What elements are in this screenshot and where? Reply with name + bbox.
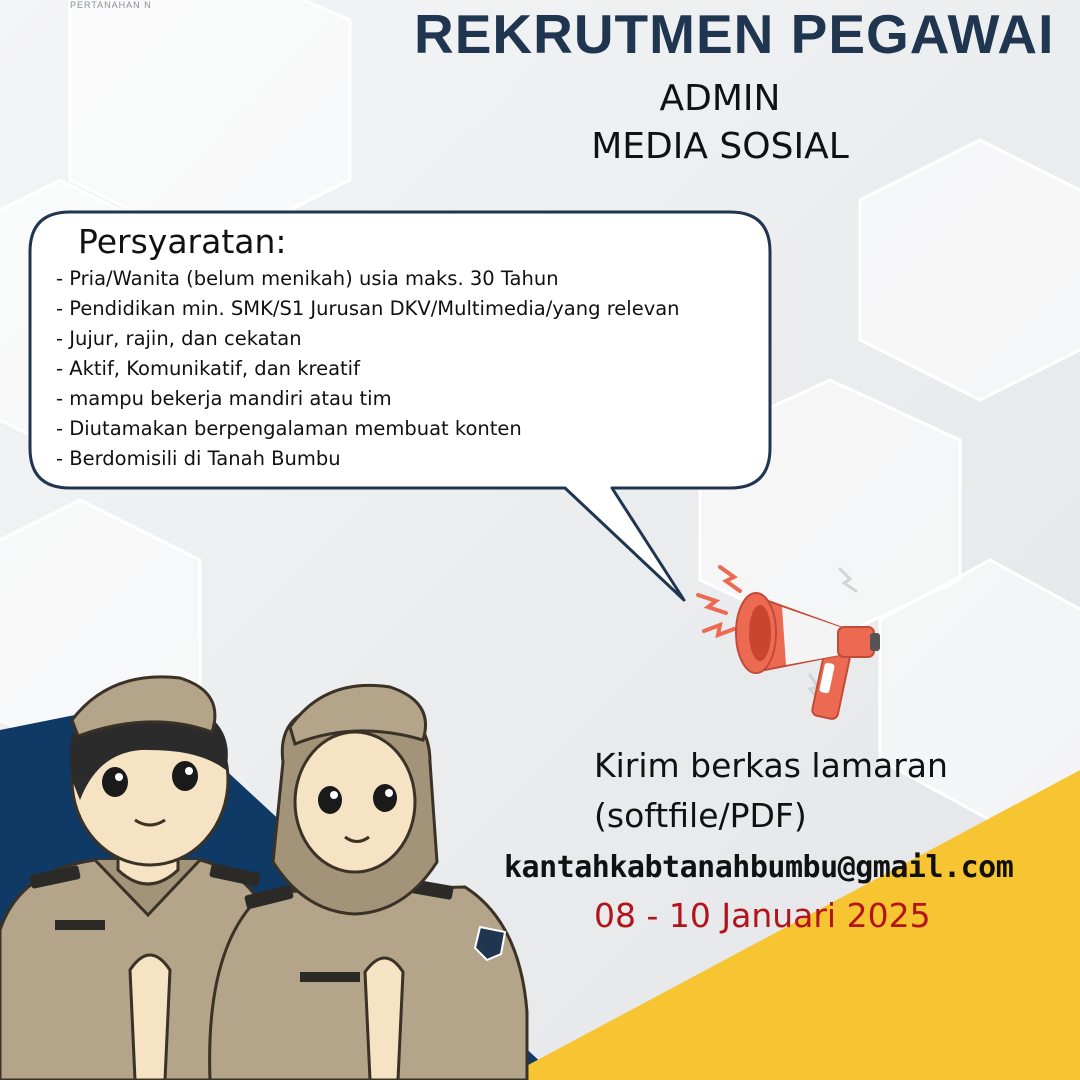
send-instruction-line-2: (softfile/PDF): [594, 796, 807, 835]
requirements-heading: Persyaratan:: [78, 222, 287, 261]
application-email[interactable]: kantahkabtanahbumbu@gmail.com: [504, 850, 1014, 885]
requirement-item: - Diutamakan berpengalaman membuat konten: [56, 414, 680, 444]
requirement-item: - Pendidikan min. SMK/S1 Jurusan DKV/Multimedia/yang relevan: [56, 294, 680, 324]
send-instruction-line-1: Kirim berkas lamaran: [594, 746, 948, 785]
requirements-list: [56, 264, 680, 474]
logo-text: PERTANAHAN N: [70, 0, 152, 10]
poster-title: REKRUTMEN PEGAWAI: [414, 3, 1055, 65]
position-line-1: ADMIN: [659, 78, 781, 119]
officer-female-illustration: [205, 682, 535, 1080]
requirement-item: - Pria/Wanita (belum menikah) usia maks. 30 Tahun: [56, 264, 680, 294]
requirement-item: - Aktif, Komunikatif, dan kreatif: [56, 354, 680, 384]
megaphone-icon: [690, 555, 890, 730]
requirement-item: - Jujur, rajin, dan cekatan: [56, 324, 680, 354]
requirement-item: - mampu bekerja mandiri atau tim: [56, 384, 680, 414]
application-dates: 08 - 10 Januari 2025: [594, 896, 931, 935]
requirement-item: - Berdomisili di Tanah Bumbu: [56, 444, 680, 474]
position-line-2: MEDIA SOSIAL: [591, 126, 849, 167]
